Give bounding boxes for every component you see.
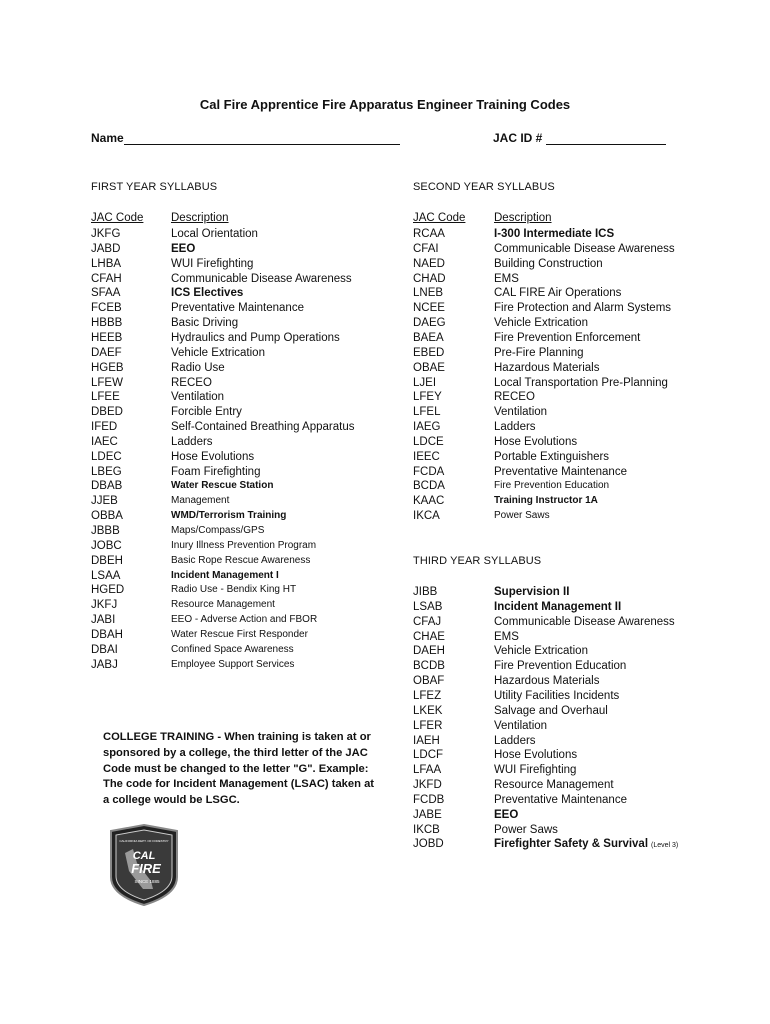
course-description: Ladders [494, 734, 536, 747]
course-description: Fire Prevention Education [494, 660, 627, 673]
course-description: Preventative Maintenance [494, 793, 627, 806]
jac-code: JKFG [91, 228, 121, 240]
jac-code: IEEC [413, 450, 440, 463]
course-description: Water Rescue First Responder [171, 628, 308, 640]
first-year-heading: FIRST YEAR SYLLABUS [91, 181, 218, 193]
course-description: EEO [171, 242, 196, 255]
jac-code: CHAD [413, 272, 446, 285]
jac-code: JOBD [413, 838, 444, 851]
jac-code: JOBC [91, 539, 122, 552]
page-title: Cal Fire Apprentice Fire Apparatus Engineer Training Codes [199, 97, 571, 112]
jac-code: LKEK [413, 704, 443, 717]
course-description: Hydraulics and Pump Operations [171, 331, 340, 344]
course-description: Ventilation [494, 719, 548, 732]
course-description: Preventative Maintenance [494, 465, 627, 478]
jac-code: IAEH [413, 734, 440, 747]
jac-code: LFER [413, 719, 443, 732]
logo-cal-text: CAL [132, 850, 156, 862]
course-description: Radio Use [171, 361, 225, 374]
course-description: Preventative Maintenance [171, 302, 304, 315]
jac-code: LFEZ [413, 689, 442, 702]
course-description: Ventilation [171, 391, 225, 404]
course-description: Inury Illness Prevention Program [171, 539, 317, 551]
jac-code: JJEB [91, 495, 118, 508]
course-description: RECEO [171, 376, 212, 389]
jac-code: CFAH [91, 272, 122, 285]
jac-code: BAEA [413, 331, 444, 344]
course-description: Fire Protection and Alarm Systems [494, 302, 672, 315]
course-description: WUI Firefighting [494, 764, 577, 777]
jac-code: DAEH [413, 645, 445, 658]
jac-code: LSAA [91, 569, 121, 582]
jac-id-field[interactable] [493, 131, 666, 145]
jac-code: HBBB [91, 317, 123, 330]
jac-id-blank-line[interactable] [546, 133, 666, 145]
course-description: CAL FIRE Air Operations [494, 287, 622, 300]
jac-code: NAED [413, 257, 445, 270]
name-label: Name [91, 131, 124, 145]
jac-code: DAEG [413, 317, 446, 330]
jac-code: LSAB [413, 600, 443, 613]
jac-code: JABJ [91, 658, 118, 671]
course-description: Foam Firefighting [171, 465, 261, 478]
course-description: Utility Facilities Incidents [494, 689, 620, 702]
course-description: Hose Evolutions [171, 450, 255, 463]
course-description: Incident Management II [494, 600, 622, 613]
course-description: Vehicle Extrication [171, 346, 265, 359]
jac-code: JABI [91, 614, 116, 627]
jac-code: DBEH [91, 554, 123, 567]
jac-code: SFAA [91, 287, 121, 300]
first-year-code-header: JAC Code [91, 212, 144, 224]
jac-code: LJEI [413, 376, 437, 389]
jac-code: CHAE [413, 630, 445, 643]
course-description: Water Rescue Station [171, 480, 274, 492]
course-description: Building Construction [494, 257, 603, 270]
course-description: Basic Rope Rescue Awareness [171, 554, 311, 566]
jac-code: NCEE [413, 302, 445, 315]
first-year-desc-header: Description [171, 212, 229, 224]
jac-code: OBAE [413, 361, 445, 374]
course-description: Ventilation [494, 406, 548, 419]
course-description: Hazardous Materials [494, 361, 600, 374]
course-description: Forcible Entry [171, 406, 242, 419]
course-description: RECEO [494, 391, 535, 404]
name-blank-line[interactable] [124, 133, 400, 145]
course-description: Salvage and Overhaul [494, 704, 608, 717]
course-description: EMS [494, 272, 519, 285]
course-description: Incident Management I [171, 569, 279, 581]
course-description: Self-Contained Breathing Apparatus [171, 421, 355, 434]
course-description: Fire Prevention Education [494, 480, 610, 492]
course-description: Local Orientation [171, 228, 258, 240]
second-year-heading: SECOND YEAR SYLLABUS [413, 181, 555, 193]
jac-code: HGEB [91, 361, 124, 374]
jac-code: LDEC [91, 450, 122, 463]
course-description: Resource Management [171, 599, 275, 611]
jac-id-label: JAC ID # [493, 131, 543, 145]
jac-code: OBBA [91, 510, 123, 523]
logo-since-text: SINCE 1885 [134, 879, 160, 884]
course-description: Vehicle Extrication [494, 317, 588, 330]
jac-code: LNEB [413, 287, 444, 300]
course-description: Employee Support Services [171, 658, 295, 670]
third-year-heading: THIRD YEAR SYLLABUS [413, 555, 542, 567]
jac-code: BCDB [413, 660, 445, 673]
course-description: Training Instructor 1A [494, 495, 598, 507]
course-description: Fire Prevention Enforcement [494, 331, 641, 344]
course-description: WUI Firefighting [171, 257, 254, 270]
jac-code: DBAI [91, 643, 118, 656]
course-description: Hazardous Materials [494, 675, 600, 688]
course-description: Portable Extinguishers [494, 450, 610, 463]
jac-code: IAEG [413, 421, 441, 434]
jac-code: JKFD [413, 779, 442, 792]
jac-code: FCDA [413, 465, 445, 478]
jac-code: LDCF [413, 749, 444, 762]
jac-code: IKCA [413, 510, 440, 523]
course-description: Communicable Disease Awareness [494, 615, 675, 628]
jac-code: OBAF [413, 675, 445, 688]
course-description: Radio Use - Bendix King HT [171, 584, 297, 596]
course-description: Resource Management [494, 779, 614, 792]
jac-code: IKCB [413, 823, 440, 836]
jac-code: FCDB [413, 793, 445, 806]
course-description: Hose Evolutions [494, 749, 578, 762]
jac-code: LFEE [91, 391, 120, 404]
jac-code: IAEC [91, 435, 118, 448]
course-description: Power Saws [494, 510, 550, 522]
jac-code: EBED [413, 346, 445, 359]
jac-code: LFAA [413, 764, 442, 777]
course-description: Pre-Fire Planning [494, 346, 584, 359]
jac-code: LFEL [413, 406, 441, 419]
jac-code: DBAH [91, 628, 123, 641]
jac-code: LFEW [91, 376, 123, 389]
college-training-note: COLLEGE TRAINING - When training is taken at or sponsored by a college, the third letter of the JAC Code must be changed to the letter "G". Example: The code for Incident Management (LSAC) taken at a college would be LSGC. [103, 731, 375, 807]
jac-code: RCAA [413, 228, 445, 240]
course-description: Supervision II [494, 586, 570, 598]
jac-code: FCEB [91, 302, 122, 315]
course-description: EMS [494, 630, 519, 643]
course-description: Communicable Disease Awareness [171, 272, 352, 285]
jac-code: LDCE [413, 435, 444, 448]
course-description: Hose Evolutions [494, 435, 578, 448]
course-description: Management [171, 495, 230, 507]
course-description: EEO [494, 808, 519, 821]
course-description: Maps/Compass/GPS [171, 525, 265, 536]
course-description: WMD/Terrorism Training [171, 510, 287, 522]
jac-code: JABE [413, 808, 442, 821]
course-description: Local Transportation Pre-Planning [494, 376, 668, 389]
jac-code: HGED [91, 584, 125, 597]
jac-code: LBEG [91, 465, 122, 478]
jac-code: JABD [91, 242, 121, 255]
second-year-desc-header: Description [494, 212, 552, 224]
course-description: I-300 Intermediate ICS [494, 228, 615, 240]
jac-code: DBED [91, 406, 123, 419]
jac-code: JIBB [413, 586, 438, 598]
course-description: Ladders [494, 421, 536, 434]
jac-code: HEEB [91, 331, 123, 344]
jac-code: CFAJ [413, 615, 442, 628]
cal-fire-logo [107, 823, 181, 907]
jac-code: LFEY [413, 391, 442, 404]
course-description: Confined Space Awareness [171, 643, 294, 655]
name-field[interactable] [91, 131, 400, 145]
jac-code: DBAB [91, 480, 123, 493]
jac-code: CFAI [413, 242, 439, 255]
jac-code: IFED [91, 421, 118, 434]
course-description: Vehicle Extrication [494, 645, 588, 658]
logo-fire-text: FIRE [131, 861, 161, 876]
jac-code: JBBB [91, 525, 120, 537]
course-description: ICS Electives [171, 287, 244, 300]
jac-code: LHBA [91, 257, 122, 270]
course-description: Firefighter Safety & Survival (Level 3) [494, 838, 679, 851]
second-year-code-header: JAC Code [413, 212, 466, 224]
course-description: Communicable Disease Awareness [494, 242, 675, 255]
jac-code: BCDA [413, 480, 445, 493]
course-description: EEO - Adverse Action and FBOR [171, 614, 318, 626]
course-description: Power Saws [494, 823, 558, 836]
level-note: (Level 3) [651, 842, 679, 850]
course-description: Basic Driving [171, 317, 239, 330]
jac-code: JKFJ [91, 599, 118, 612]
course-description: Ladders [171, 435, 213, 448]
logo-ring-text: CALIFORNIA DEPT. OF FORESTRY [119, 839, 169, 843]
jac-code: KAAC [413, 495, 445, 508]
jac-code: DAEF [91, 346, 122, 359]
